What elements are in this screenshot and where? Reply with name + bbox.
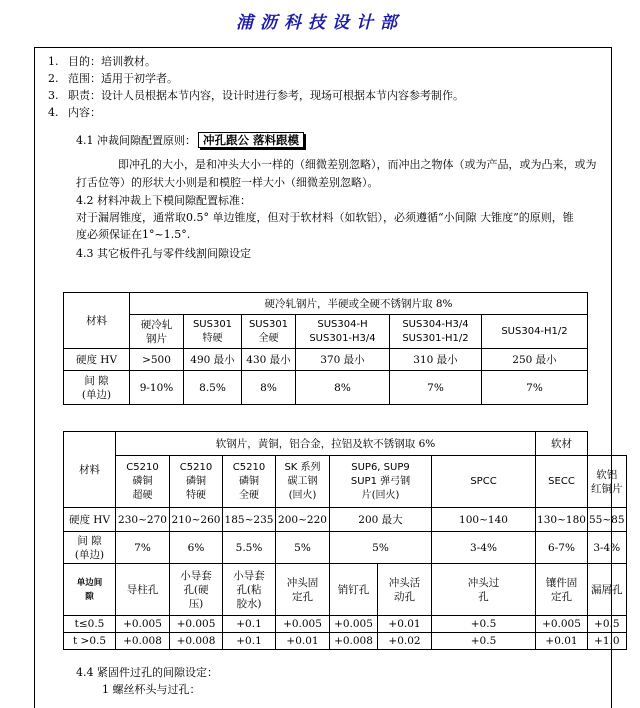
paragraph-1: 即冲孔的大小，是和冲头大小一样的（细微差别忽略），而冲出之物体（或为产品，或为凸来，或为: [118, 158, 597, 171]
tolerance-cell: +0.01: [276, 633, 330, 650]
gap-cell: 8%: [296, 371, 390, 405]
material-cell: 软铝 红铜片: [588, 456, 627, 508]
gap-cell: 5%: [330, 532, 432, 564]
gap-cell: 6%: [170, 532, 223, 564]
hole-type-cell: 镶件固 定孔: [536, 564, 588, 616]
hole-type-cell: 冲头过 孔: [432, 564, 536, 616]
material-cell: 硬冷轧 钢片: [130, 315, 184, 349]
tolerance-cell: +0.008: [170, 633, 223, 650]
hole-type-cell: 销钉孔: [330, 564, 378, 616]
tolerance-cell: +0.005: [276, 616, 330, 633]
gap-cell: 8%: [242, 371, 296, 405]
gap-cell: 5%: [276, 532, 330, 564]
section-4-4: 4.4 紧固件过孔的间隙设定：: [76, 666, 218, 679]
material-cell: SECC: [536, 456, 588, 508]
gap-cell: 6-7%: [536, 532, 588, 564]
tolerance-cell: +0.5: [432, 633, 536, 650]
tolerance-cell: +0.005: [330, 616, 378, 633]
material-cell: SUS304-H1/2: [482, 315, 588, 349]
tolerance-cell: +0.5: [432, 616, 536, 633]
hardness-cell: 230~270: [116, 508, 170, 532]
tolerance-cell: +0.1: [223, 633, 276, 650]
tolerance-cell: +0.02: [378, 633, 432, 650]
tolerance-cell: +0.1: [223, 616, 276, 633]
gap-cell: 3-4%: [588, 532, 627, 564]
hardness-cell: 200 最大: [330, 508, 432, 532]
hardness-label: 硬度 HV: [64, 508, 116, 532]
tolerance-cell: +0.008: [116, 633, 170, 650]
list-item-4: 4. 内容：: [48, 106, 101, 119]
gap-cell: 9-10%: [130, 371, 184, 405]
hardness-cell: 200~220: [276, 508, 330, 532]
thickness-label: t≤0.5: [64, 616, 116, 633]
hole-type-cell: 小导套 孔(硬 压): [170, 564, 223, 616]
hole-type-cell: 冲头固 定孔: [276, 564, 330, 616]
group-header-soft: 软材: [536, 432, 588, 456]
material-cell: SPCC: [432, 456, 536, 508]
page-header-title: 浦沥科技设计部: [236, 13, 404, 33]
material-cell: SUS301 全硬: [242, 315, 296, 349]
paragraph-4: 度必须保证在1°~1.5°.: [76, 228, 191, 241]
gap-cell: 8.5%: [184, 371, 242, 405]
hardness-cell: >500: [130, 349, 184, 371]
gap-cell: 5.5%: [223, 532, 276, 564]
material-cell: SUS301 特硬: [184, 315, 242, 349]
list-item-1: 1. 目的：培训教材。: [48, 55, 156, 68]
hole-type-cell: 导柱孔: [116, 564, 170, 616]
paragraph-2: 打舌位等）的形状大小则是和模腔一样大小（细微差别忽略）。: [76, 176, 379, 189]
material-cell: C5210 磷铜 全硬: [223, 456, 276, 508]
hardness-cell: 55~85: [588, 508, 627, 532]
hardness-cell: 185~235: [223, 508, 276, 532]
tolerance-cell: +0.01: [378, 616, 432, 633]
hole-type-cell: 冲头活 动孔: [378, 564, 432, 616]
tolerance-cell: +0.008: [330, 633, 378, 650]
section-4-1: [76, 132, 304, 148]
hardness-cell: 100~140: [432, 508, 536, 532]
paragraph-3: 对于漏屑锥度，通常取0.5° 单边锥度，但对于软材料（如软铝），必须遵循“小间隙 大锥度”的原则，锥: [76, 211, 574, 224]
hardness-cell: 130~180: [536, 508, 588, 532]
material-cell: C5210 磷铜 特硬: [170, 456, 223, 508]
soft-material-gap-table: [63, 431, 627, 650]
tolerance-cell: +1.0: [588, 633, 627, 650]
tolerance-cell: +0.005: [116, 616, 170, 633]
hardness-cell: 370 最小: [296, 349, 390, 371]
tolerance-cell: +0.005: [170, 616, 223, 633]
group-header: 硬冷轧钢片，半硬或全硬不锈钢片取 8%: [130, 293, 588, 315]
gap-cell: 7%: [390, 371, 482, 405]
thickness-label: t >0.5: [64, 633, 116, 650]
material-cell: SK 系列 碳工钢 (回火): [276, 456, 330, 508]
tolerance-cell: +0.5: [588, 616, 627, 633]
tolerance-cell: +0.005: [536, 616, 588, 633]
hardness-cell: 430 最小: [242, 349, 296, 371]
hard-steel-gap-table: [63, 292, 588, 405]
hardness-cell: 210~260: [170, 508, 223, 532]
gap-cell: 7%: [482, 371, 588, 405]
gap-label: 间 隙 (单边): [64, 532, 116, 564]
hole-type-cell: 小导套 孔(粘 胶水): [223, 564, 276, 616]
material-cell: SUP6, SUP9 SUP1 弹弓钢 片(回火): [330, 456, 432, 508]
gap-cell: 3-4%: [432, 532, 536, 564]
list-item-3: 3. 职责：设计人员根据本节内容，设计时进行参考，现场可根据本节内容参考制作。: [48, 89, 464, 102]
section-4-3: 4.3 其它板件孔与零件线割间隙设定: [76, 247, 251, 260]
hole-header: 单边间 隙: [64, 564, 116, 616]
hardness-cell: 490 最小: [184, 349, 242, 371]
group-header: 软钢片，黄铜，铝合金，拉铝及软不锈钢取 6%: [116, 432, 536, 456]
section-4-1-label: 4.1 冲裁间隙配置原则：: [76, 134, 196, 147]
hole-type-cell: 漏屑孔: [588, 564, 627, 616]
list-item-2: 2. 范围：适用于初学者。: [48, 72, 178, 85]
material-label: 材料: [64, 432, 116, 508]
material-label: 材料: [64, 293, 130, 349]
tolerance-cell: +0.01: [536, 633, 588, 650]
hardness-cell: 250 最小: [482, 349, 588, 371]
material-cell: C5210 磷铜 超硬: [116, 456, 170, 508]
principle-callout: 冲孔跟公 落料跟模: [198, 132, 304, 148]
hardness-cell: 310 最小: [390, 349, 482, 371]
hardness-label: 硬度 HV: [64, 349, 130, 371]
section-4-4-1: 1 螺丝杯头与过孔：: [102, 683, 201, 696]
material-cell: SUS304-H SUS301-H3/4: [296, 315, 390, 349]
gap-label: 间 隙 (单边): [64, 371, 130, 405]
gap-cell: 7%: [116, 532, 170, 564]
section-4-2: 4.2 材料冲裁上下模间隙配置标准：: [76, 194, 251, 207]
material-cell: SUS304-H3/4 SUS301-H1/2: [390, 315, 482, 349]
